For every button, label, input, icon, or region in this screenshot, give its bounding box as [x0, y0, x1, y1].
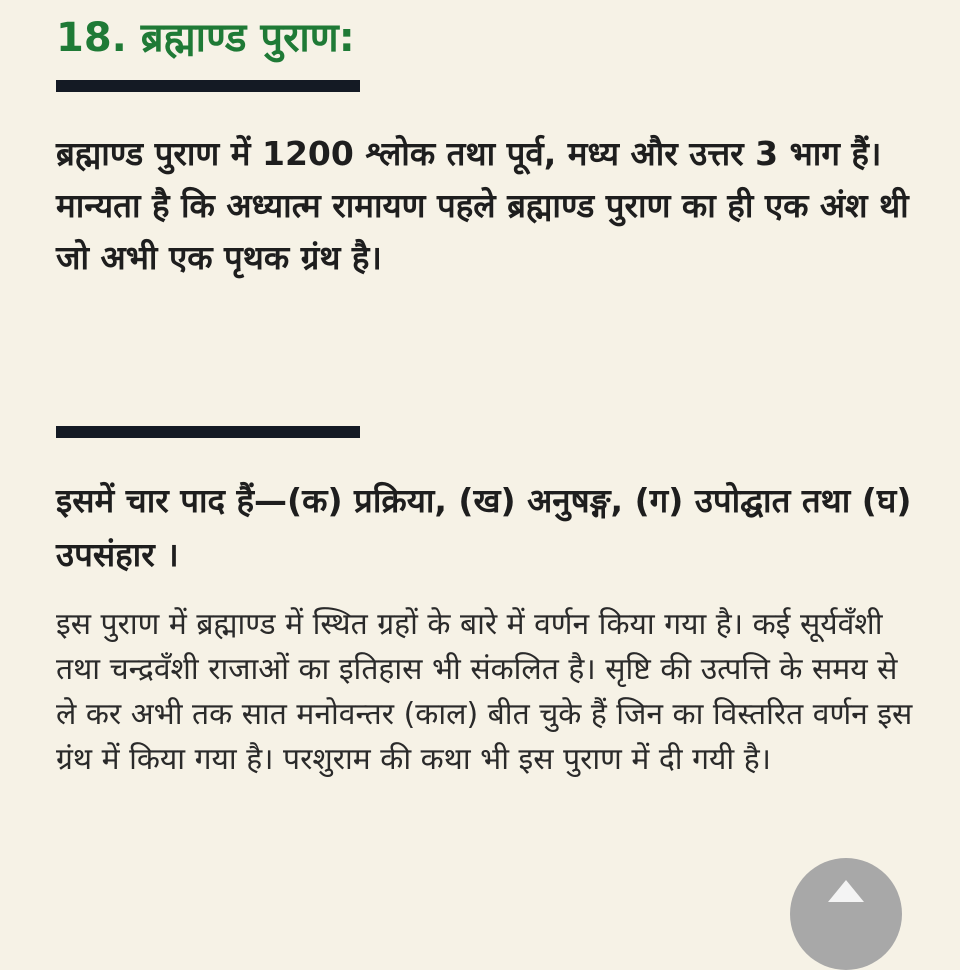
- divider-middle: [56, 426, 360, 438]
- triangle-up-icon: [828, 880, 864, 902]
- description-paragraph: इस पुराण में ब्रह्माण्ड में स्थित ग्रहों के बारे में वर्णन किया गया है। कई सूर्यवँशी तथा चन्द्रवँशी राजाओं का इतिहास भी संकलित है। सृष्टि की उत्पत्ति के समय से ले कर अभी तक सात मनोवन्तर (काल) बीत चुके हैं जिन का विस्तरित वर्णन इस ग्रंथ में किया गया है। परशुराम की कथा भी इस पुराण में दी गयी है।: [56, 607, 913, 777]
- divider-top: [56, 80, 360, 92]
- intro-paragraph: ब्रह्माण्ड पुराण में 1200 श्लोक तथा पूर्व, मध्य और उत्तर 3 भाग हैं। मान्यता है कि अध्यात्म रामायण पहले ब्रह्माण्ड पुराण का ही एक अंश थी जो अभी एक पृथक ग्रंथ है।: [56, 134, 909, 277]
- parts-paragraph: इसमें चार पाद हैं—(क) प्रक्रिया, (ख) अनुषङ्ग, (ग) उपोद्घात तथा (घ) उपसंहार ।: [56, 481, 912, 574]
- section-heading: 18. ब्रह्माण्ड पुराण:: [56, 15, 355, 61]
- scroll-to-top-button[interactable]: [790, 858, 902, 970]
